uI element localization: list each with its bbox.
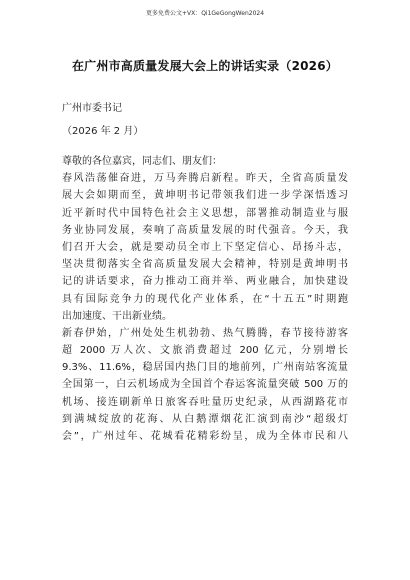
salutation: 尊敬的各位嘉宾，同志们、朋友们： <box>62 156 222 167</box>
paragraph-2-line: 到满城绽放的花海、从白鹅潭烟花汇演到南沙“超级灯 <box>62 413 348 425</box>
paragraph-1-line: 具有国际竞争力的现代化产业体系，在“十五五”时期跑 <box>62 293 348 305</box>
paragraph-1-line: 春风浩荡催奋进，万马奔腾启新程。昨天，全省高质量发 <box>62 173 348 185</box>
paragraph-1-line: 们召开大会，就是要动员全市上下坚定信心、昂扬斗志， <box>62 241 348 253</box>
paragraph-1-line: 出加速度、干出新业绩。 <box>62 310 172 322</box>
paragraph-1-line: 近平新时代中国特色社会主义思想，部署推动制造业与服 <box>62 207 348 219</box>
header-note: 更多免费公文+VX：Qi1GeGongWen2024 <box>145 10 265 17</box>
paragraph-1-line: 务业协同发展，奏响了高质量发展的时代强音。今天，我 <box>62 224 348 236</box>
author-line: 广州市委书记 <box>62 103 122 114</box>
paragraph-2-line: 9.3%、11.6%，稳居国内热门目的地前列，广州南站客流量 <box>62 362 348 374</box>
paragraph-2-line: 会”，广州过年、花城看花精彩纷呈，成为全体市民和八 <box>62 431 348 442</box>
date-line: （2026 年 2 月） <box>62 126 144 137</box>
paragraph-2-line: 全国第一，白云机场成为全国首个春运客流量突破 500 万的 <box>62 379 348 391</box>
document-title: 在广州市高质量发展大会上的讲话实录（2026） <box>71 59 338 73</box>
paragraph-2-line: 超 2000 万人次、文旅消费超过 200 亿元，分别增长 <box>62 345 348 357</box>
paragraph-1-line: 坚决贯彻落实全省高质量发展大会精神，特别是黄坤明书 <box>62 259 348 271</box>
paragraph-1-line: 展大会如期而至，黄坤明书记带领我们进一步学深悟透习 <box>62 190 348 202</box>
document-body <box>62 153 348 445</box>
paragraph-1-line: 记的讲话要求，奋力推动工商并举、两业融合，加快建设 <box>62 276 348 288</box>
paragraph-2-line: 新春伊始，广州处处生机勃勃、热气腾腾，春节接待游客 <box>62 327 348 339</box>
paragraph-2-line: 机场、接连刷新单日旅客吞吐量历史纪录，从西湖路花市 <box>62 396 348 408</box>
